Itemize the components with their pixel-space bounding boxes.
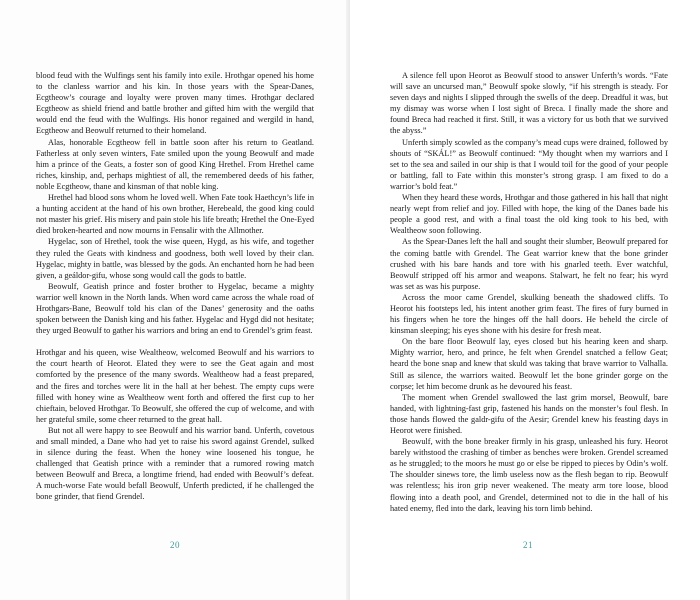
paragraph: Hrethel had blood sons whom he loved well. When Fate took Haethcyn’s life in a hunting accident at the hand of his own brother, Herebeald, the good king could not master his grief. His misery and pain stole his life breath; Hrethel the One-Eyed died broken-hearted and now mourns in Fensalir with the Allmother.	[36, 193, 314, 236]
paragraph: Alas, honorable Ecgtheow fell in battle soon after his return to Geatland. Fatherless at only seven winters, Fate smiled upon the young Beowulf and made him a prince of the Geats, a foster son of good King Hrethel. From Hrethel came riches, kinship, and, perhaps mightiest of all, the remembered deeds of his father, noble Ecgtheow, thane and kinsman of that noble king.	[36, 137, 314, 191]
paragraph: blood feud with the Wulfings sent his family into exile. Hrothgar opened his home to the clanless warrior and his kin. In those years with the Spear-Danes, Ecgtheow’s courage and loyalty were proven many times. Hrothgar declared Ecgtheow as shield friend and battle brother and gifted him with the wergild that would end the feud with the Wulfings. His honor regained and wergild in hand, Ecgtheow and Beowulf returned to their homeland.	[36, 71, 314, 136]
paragraph: On the bare floor Beowulf lay, eyes closed but his hearing keen and sharp. Mighty warrior, hero, and prince, he felt when Grendel snatched a fellow Geat; heard the bone snap and knew that skuld was taking that brave warrior to Valhalla. Still as silence, the warriors waited. Beowulf let the bone grinder gorge on the corpse; let him become drunk as he devoured his feast.	[390, 337, 668, 391]
paragraph: Across the moor came Grendel, skulking beneath the shadowed cliffs. To Heorot his footsteps led, his intent another grim feast. The fires of fury burned in his fingers when he tore the hinges off the hall doors. He beheld the circle of kinsman sleeping; his eyes shone with his desire for fresh meat.	[390, 292, 668, 336]
paragraph: A silence fell upon Heorot as Beowulf stood to answer Unferth’s words. “Fate will save an uncursed man,” Beowulf spoke slowly, “if his strength is steady. For seven days and nights I slipped through the swells of the deep. Dreadful it was, but my dismay was worse when I lost sight of Breca. I finally made the shore and found Breca had reached it first. Still, it was a victory for us both that we survived the abyss.”	[390, 71, 668, 136]
right-page-text	[390, 70, 668, 514]
paragraph: Hygelac, son of Hrethel, took the wise queen, Hygd, as his wife, and together they ruled the Geats with kindness and goodness, both well loved by their clan. Hygelac, mighty in battle, was blessed by the gods. An enchanted horn he had been given, a geáldor-gifu, whose song would call the gods to battle.	[36, 237, 314, 280]
paragraph: But not all were happy to see Beowulf and his warrior band. Unferth, covetous and small minded, a Dane who had yet to raise his sword against Grendel, sulked in silence during the feast. When the honey wine loosened his tongue, he challenged that Geatish prince with a reminder that a rumored rowing match between Beowulf and Breca, a longtime friend, had ended with Beowulf’s defeat. A much-worse Fate would befall Beowulf, Unferth predicted, if he challenged the bone grinder, that fiend Grendel.	[36, 425, 314, 502]
left-page-text	[36, 70, 314, 503]
right-page	[350, 0, 700, 600]
page-number: 20	[170, 540, 180, 550]
page-number: 21	[523, 540, 533, 550]
paragraph: Unferth simply scowled as the company’s mead cups were drained, followed by shouts of “SKÁL!” as Beowulf continued: “My thought when my warriors and I set to the sea and sailed in our ship is that I would toil for the good of your people or battling, fall to Fate within this monster’s strong grasp. I am fixed to do a warrior’s bold feat.”	[390, 137, 668, 191]
paragraph: Beowulf, Geatish prince and foster brother to Hygelac, became a mighty warrior well known in the North lands. When word came across the whale road of Hrothgars-Bane, Beowulf told his clan of the Danes’ generosity and the oaths spoken between the Danish king and his father. Hygelac and Hygd did not hesitate; they urged Beowulf to gather his warriors and bring an end to Grendel’s grim feast.	[36, 281, 314, 336]
paragraph: As the Spear-Danes left the hall and sought their slumber, Beowulf prepared for the coming battle with Grendel. The Geat warrior knew that the bone grinder crushed with his bare hands and tore with his gnarled teeth. Ever watchful, Beowulf stripped off his armor and weapons. Stalwart, he felt no fear; his wyrd was set as was his purpose.	[390, 237, 668, 291]
paragraph: The moment when Grendel swallowed the last grim morsel, Beowulf, bare handed, with lightning-fast grip, fastened his hands on the monster’s foul flesh. In those hands flowed the galdr-gifu of the Aesir; Grendel knew his feasting days in Heorot were finished.	[390, 392, 668, 435]
paragraph: Hrothgar and his queen, wise Wealtheow, welcomed Beowulf and his warriors to the court hearth of Heorot. Elated they were to see the Geat again and most comforted by the presence of the many swords. Wealtheow had a feast prepared, and the fires and torches were lit in the hall at her behest. The empty cups were filled with honey wine as Wealtheow went forth and offered the first cup to her chieftain, beloved Hrothgar. To Beowulf, she offered the cup of welcome, and with her grateful smile, some cheer returned to the great hall.	[36, 348, 314, 424]
paragraph: Beowulf, with the bone breaker firmly in his grasp, unleashed his fury. Heorot barely withstood the crashing of timber as benches were broken. Grendel screamed as he struggled; to the moors he must go or else be ripped to pieces by Odin’s wolf. The shoulder sinews tore, the limb useless now as the flesh began to rip. Beowulf was relentless; his iron grip never weakened. The meaty arm tore loose, blood flowing into a death pool, and Grendel, determined not to die in the hall of his hated enemy, fled into the dark, leaving his torn limb behind.	[390, 437, 668, 513]
paragraph: When they heard these words, Hrothgar and those gathered in his hall that night nearly wept from relief and joy. Filled with hope, the king of the Danes bade his people a good rest, and with a final toast the old king took to his bed, with Wealtheow soon following.	[390, 193, 668, 236]
